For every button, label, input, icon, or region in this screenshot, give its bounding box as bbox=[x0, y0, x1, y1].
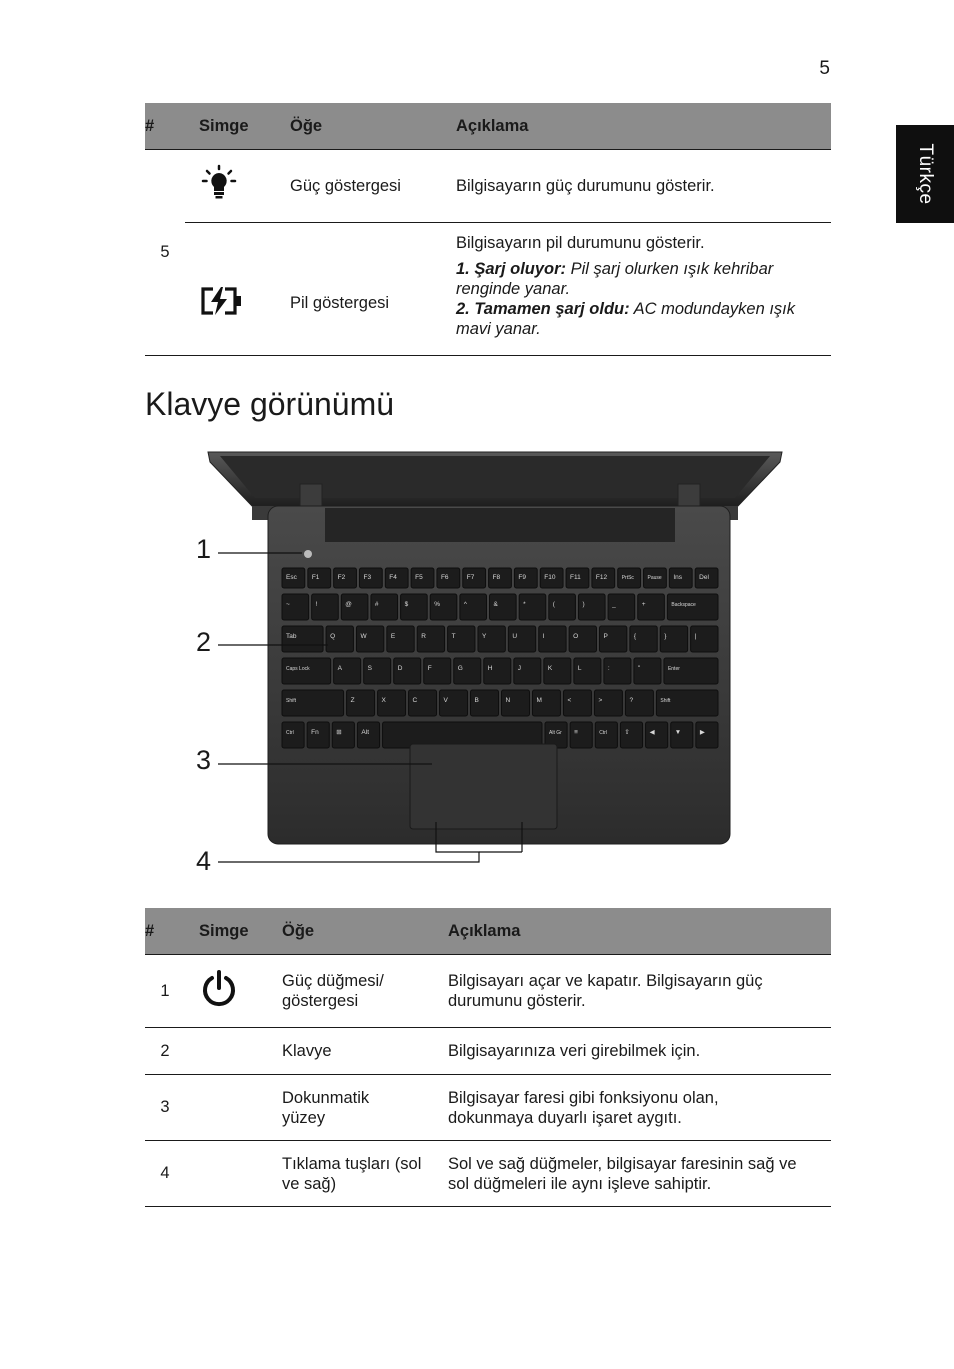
header-desc: Açıklama bbox=[456, 103, 831, 150]
keyboard-key-label: F12 bbox=[595, 574, 608, 581]
icon-cell bbox=[185, 1141, 282, 1207]
keyboard-key-label: F3 bbox=[363, 574, 372, 581]
header-num: # bbox=[145, 908, 185, 955]
keyboard-key-label: ⇧ bbox=[624, 729, 630, 736]
keyboard-key-label: ^ bbox=[463, 601, 467, 608]
icon-cell bbox=[185, 1028, 282, 1075]
keyboard-key-label: T bbox=[451, 633, 456, 640]
callout-number: 3 bbox=[196, 745, 212, 775]
header-item: Öğe bbox=[290, 103, 456, 150]
keyboard-key-label: ! bbox=[315, 601, 318, 608]
keyboard-key-label: Shift bbox=[286, 698, 297, 704]
keyboard-key-label: F bbox=[427, 665, 432, 672]
keyboard-parts-table-header bbox=[145, 908, 831, 955]
keyboard-key-label: ▶ bbox=[699, 729, 705, 736]
keyboard-key-label: Pause bbox=[647, 575, 662, 581]
keyboard-key-label: @ bbox=[345, 601, 352, 608]
keyboard-key-label: Backspace bbox=[671, 602, 696, 608]
keyboard-key-label: PrtSc bbox=[621, 575, 634, 581]
row-number: 4 bbox=[145, 1141, 185, 1207]
keyboard-key-label: F2 bbox=[337, 574, 346, 581]
table-row bbox=[145, 1028, 831, 1075]
desc-text: Bilgisayarın pil durumunu gösterir. bbox=[456, 234, 705, 252]
callout-number: 1 bbox=[196, 534, 212, 564]
row-number: 3 bbox=[145, 1075, 185, 1141]
power-button-icon bbox=[199, 969, 239, 1009]
header-desc: Açıklama bbox=[448, 908, 831, 955]
item-cell: Güç göstergesi bbox=[290, 150, 456, 223]
list-label: 2. Tamamen şarj oldu: bbox=[456, 300, 630, 318]
keyboard-key-label: Enter bbox=[667, 666, 680, 672]
keyboard-key-label: ( bbox=[552, 601, 555, 608]
item-cell: Klavye bbox=[282, 1028, 448, 1075]
keyboard-key-label: L bbox=[577, 665, 582, 672]
list-text: AC modundayken ışık mavi yanar. bbox=[456, 300, 795, 338]
desc-cell: Bilgisayarınıza veri girebilmek için. bbox=[448, 1028, 831, 1075]
keyboard-key-label: " bbox=[637, 665, 641, 672]
keyboard-key-label: H bbox=[487, 665, 493, 672]
keyboard-key-label: Ctrl bbox=[286, 730, 294, 736]
keyboard-key-label: F1 bbox=[311, 574, 320, 581]
keyboard-key-label: Y bbox=[481, 633, 487, 640]
keyboard-key-label: F10 bbox=[544, 574, 556, 581]
keyboard-key-label: ) bbox=[582, 601, 585, 608]
list-text: Pil şarj olurken ışık kehribar renginde yanar. bbox=[456, 260, 774, 298]
keyboard-key-label: J bbox=[517, 665, 522, 672]
page-number: 5 bbox=[819, 58, 830, 79]
keyboard-key-label: ◀ bbox=[649, 729, 655, 736]
keyboard-key-label: R bbox=[421, 633, 426, 640]
keyboard-key-label: B bbox=[474, 697, 479, 704]
row-number: 1 bbox=[145, 955, 185, 1028]
keyboard-key-label: * bbox=[523, 601, 526, 608]
keyboard-key-label: N bbox=[505, 697, 511, 704]
keyboard-key-label: F11 bbox=[570, 574, 581, 581]
desc-cell: Bilgisayar faresi gibi fonksiyonu olan, dokunmaya duyarlı işaret aygıtı. bbox=[448, 1075, 831, 1141]
keyboard-key-label: > bbox=[598, 697, 603, 704]
header-item: Öğe bbox=[282, 908, 448, 955]
keyboard-key-label: Z bbox=[350, 697, 355, 704]
table-row bbox=[145, 1141, 831, 1207]
keyboard-key-label: # bbox=[374, 601, 379, 608]
keyboard-key-label: Q bbox=[330, 633, 336, 640]
keyboard-key-label: M bbox=[536, 697, 542, 704]
keyboard-key-label: ? bbox=[629, 697, 634, 704]
desc-cell: Bilgisayarın güç durumunu gösterir. bbox=[456, 150, 831, 223]
keyboard-key-label: & bbox=[493, 601, 498, 608]
keyboard-key-label: I bbox=[542, 633, 545, 640]
desc-cell: Sol ve sağ düğmeler, bilgisayar faresinin sağ ve sol düğmeleri ile aynı işleve sahiptir. bbox=[448, 1141, 831, 1207]
keyboard-key-label: % bbox=[434, 601, 441, 608]
keyboard-key-label: ≡ bbox=[574, 729, 578, 736]
keyboard-key-label: Alt Gr bbox=[549, 730, 562, 736]
keyboard-key-label: | bbox=[694, 633, 697, 640]
keyboard-key-label: } bbox=[664, 633, 667, 640]
callout-number: 4 bbox=[196, 846, 212, 876]
keyboard-key-label: { bbox=[633, 633, 637, 640]
keyboard-key-label: V bbox=[443, 697, 448, 704]
item-cell: Pil göstergesi bbox=[290, 223, 456, 356]
keyboard-key-label: _ bbox=[612, 601, 616, 608]
keyboard-key-label: ⊞ bbox=[336, 729, 342, 736]
header-num: # bbox=[145, 103, 185, 150]
language-tab-label: Türkçe bbox=[915, 143, 936, 205]
keyboard-key-label: Esc bbox=[286, 574, 297, 581]
keyboard-key-label: ~ bbox=[286, 601, 290, 608]
keyboard-key-label: W bbox=[360, 633, 367, 640]
keyboard-key-label: A bbox=[337, 665, 342, 672]
row-number: 5 bbox=[145, 150, 185, 356]
table-row bbox=[145, 955, 831, 1028]
item-cell: Güç düğmesi/ göstergesi bbox=[282, 955, 448, 1028]
keyboard-key-label: F7 bbox=[466, 574, 475, 581]
keyboard-key-label: ▼ bbox=[674, 729, 682, 736]
keyboard-key-label: : bbox=[607, 665, 610, 672]
keyboard-key-label: Del bbox=[699, 574, 709, 581]
header-icon: Simge bbox=[185, 103, 290, 150]
keyboard-key-label: Alt bbox=[361, 729, 370, 736]
keyboard-key-label: O bbox=[573, 633, 579, 640]
desc-cell: Bilgisayarı açar ve kapatır. Bilgisayarın güç durumunu gösterir. bbox=[448, 955, 831, 1028]
keyboard-key-label: U bbox=[512, 633, 518, 640]
keyboard-key-label: F5 bbox=[415, 574, 423, 581]
keyboard-key-label: Ctrl bbox=[599, 730, 608, 736]
keyboard-key-label: Shift bbox=[660, 698, 671, 704]
keyboard-key-label: F6 bbox=[440, 574, 449, 581]
item-cell: Tıklama tuşları (sol ve sağ) bbox=[282, 1141, 448, 1207]
keyboard-key-label: F8 bbox=[492, 574, 501, 581]
keyboard-key-label: Tab bbox=[286, 633, 297, 640]
section-title: Klavye görünümü bbox=[145, 386, 395, 422]
keyboard-key-label: P bbox=[603, 633, 608, 640]
icon-cell bbox=[185, 1075, 282, 1141]
keyboard-key-label: < bbox=[567, 697, 572, 704]
header-icon: Simge bbox=[185, 908, 282, 955]
row-number: 2 bbox=[145, 1028, 185, 1075]
keyboard-key-label: G bbox=[457, 665, 463, 672]
item-cell: Dokunmatik yüzey bbox=[282, 1075, 448, 1141]
keyboard-key-label: C bbox=[412, 697, 418, 704]
keyboard-key-label: F4 bbox=[389, 574, 397, 581]
keyboard-key-label: D bbox=[397, 665, 403, 672]
keyboard-key-label: S bbox=[367, 665, 373, 672]
keyboard-key-label: Ins bbox=[673, 574, 683, 581]
list-label: 1. Şarj oluyor: bbox=[456, 260, 567, 278]
keyboard-key-label: + bbox=[641, 601, 646, 608]
icon-cell bbox=[185, 955, 282, 1028]
keyboard-parts-table bbox=[145, 908, 831, 1207]
keyboard-key-label: Caps Lock bbox=[286, 666, 310, 672]
keyboard-key-label: E bbox=[390, 633, 396, 640]
keyboard-key-label: X bbox=[381, 697, 386, 704]
keyboard-key-label: $ bbox=[404, 601, 409, 608]
callout-number: 2 bbox=[196, 627, 212, 657]
keyboard-key-label: Fn bbox=[311, 729, 319, 736]
keyboard-key-label: F9 bbox=[518, 574, 527, 581]
table-row bbox=[145, 1075, 831, 1141]
keyboard-key-label: K bbox=[547, 665, 553, 672]
